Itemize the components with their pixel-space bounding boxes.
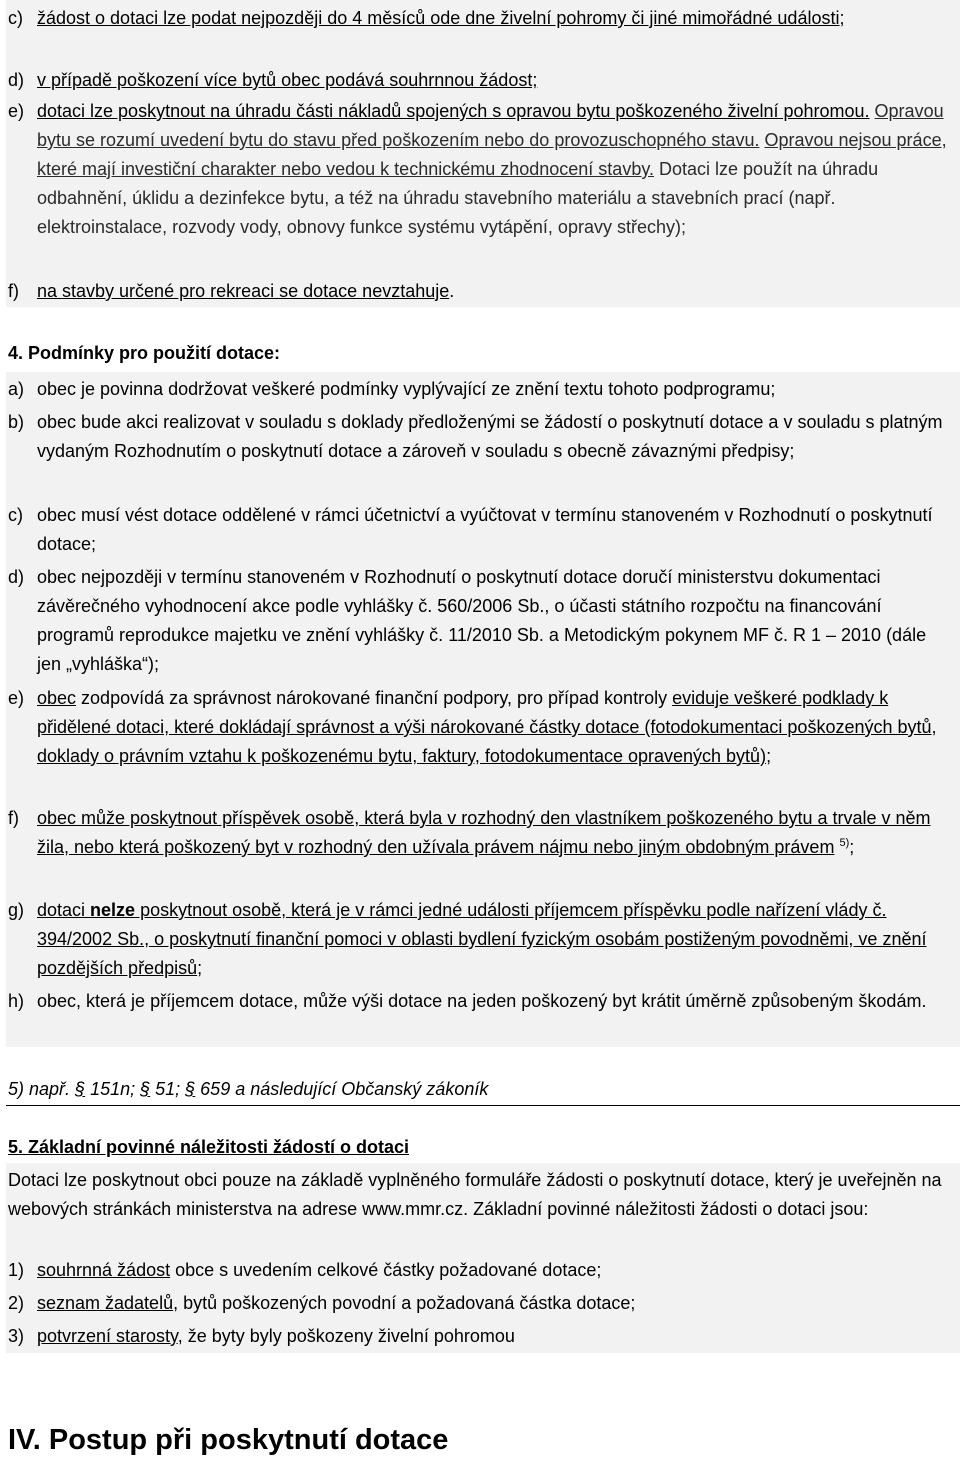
item-label: d) <box>8 567 25 587</box>
footnote <box>8 1075 488 1104</box>
item-text-part: eviduje veškeré podklady k přidělené dotaci, které dokládají správnost a výši nárokované částky dotace (fotodokumentaci poškozených bytů, doklady o právním vztahu k poškozenému bytu, faktury, fotodokumentace opravených bytů) <box>37 688 937 766</box>
list-item-a <box>8 375 948 404</box>
item-label: a) <box>8 379 25 399</box>
footnote-divider <box>6 1105 960 1106</box>
list-item-f <box>8 277 948 306</box>
list-item-b <box>8 408 948 466</box>
item-label: 2) <box>8 1293 25 1313</box>
item-text: obce s uvedením celkové částky požadované dotace; <box>170 1260 602 1280</box>
footnote-ref: 5) <box>839 837 850 849</box>
item-label: e) <box>8 688 25 708</box>
item-end: ; <box>849 837 855 857</box>
footnote-text: 5) např. <box>8 1079 76 1099</box>
item-label: g) <box>8 900 25 920</box>
list-item-h <box>8 987 948 1016</box>
item-text: obec bude akci realizovat v souladu s doklady předloženými se žádostí o poskytnutí dotace a v souladu s platným vydaným Rozhodnutím o poskytnutí dotace a zároveň v souladu s obecně závaznými předpisy; <box>37 412 943 461</box>
list-item-e <box>8 97 948 242</box>
list-item-g <box>8 896 948 983</box>
item-text: v případě poškození více bytů obec podává souhrnnou žádost; <box>37 70 538 90</box>
item-label: 1) <box>8 1260 25 1280</box>
item-key: souhrnná žádost <box>37 1260 171 1280</box>
item-text: žádost o dotaci lze podat nejpozději do 4 měsíců ode dne živelní pohromy či jiné mimořádné události; <box>37 8 845 28</box>
section-symbol: § <box>185 1079 196 1099</box>
item-text-part: ; <box>766 746 772 766</box>
item-text-part: zodpovídá za správnost nárokované finanční podpory, pro případ kontroly <box>76 688 673 708</box>
list-item-f <box>8 804 948 862</box>
list-item-e <box>8 684 948 771</box>
section-5-title <box>8 1133 409 1162</box>
list-item-d <box>8 563 948 679</box>
item-text: obec musí vést dotace oddělené v rámci účetnictví a vyúčtovat v termínu stanoveném v Rozhodnutí o poskytnutí dotace; <box>37 505 933 554</box>
requirement-item-1 <box>8 1256 948 1285</box>
list-item-d <box>8 66 948 95</box>
requirement-item-2 <box>8 1289 948 1318</box>
item-label: b) <box>8 412 25 432</box>
footnote-text: 51; <box>150 1079 186 1099</box>
item-label: h) <box>8 991 25 1011</box>
item-text: obec je povinna dodržovat veškeré podmínky vyplývající ze znění textu tohoto podprogramu; <box>37 379 776 399</box>
item-label: e) <box>8 101 25 121</box>
section-5-title-text: 5. Základní povinné náležitosti žádostí o dotaci <box>8 1137 410 1157</box>
item-text: , bytů poškozených povodní a požadovaná částka dotace; <box>173 1293 636 1313</box>
section-5-intro: Dotaci lze poskytnout obci pouze na základě vyplněného formuláře žádosti o poskytnutí dotace, který je uveřejněn na webových stránkách ministerstva na adrese www.mmr.cz. Základní povinné náležitosti žádosti o dotaci jsou: <box>8 1170 942 1219</box>
item-label: d) <box>8 70 25 90</box>
item-end: ; <box>197 958 203 978</box>
item-text-part: obec <box>37 688 77 708</box>
item-text-part: Dotaci lze použít na úhradu odbahnění, úklidu a dezinfekce bytu, a též na úhradu stavebního materiálu a stavebních prací (např. elektroinstalace, rozvody vody, obnovy funkce systému vytápění, opravy střechy); <box>37 159 879 237</box>
item-label: c) <box>8 8 23 28</box>
item-label: f) <box>8 808 19 828</box>
item-text-part: poskytnout osobě, která je v rámci jedné události příjemcem příspěvku podle nařízení vlády č. 394/2002 Sb., o poskytnutí finanční pomoci v oblasti bydlení fyzickým osobám postiženým povodněmi, ve znění pozdějších předpisů <box>37 900 927 978</box>
list-item-c <box>8 4 948 33</box>
section-4-title: 4. Podmínky pro použití dotace: <box>8 343 281 363</box>
footnote-text: 151n; <box>85 1079 141 1099</box>
item-text: , že byty byly poškozeny živelní pohromou <box>177 1326 515 1346</box>
requirement-item-3 <box>8 1322 948 1351</box>
item-text-part: Opravou nejsou práce, které mají investiční charakter nebo vedou k technickému zhodnocení stavby. <box>37 130 947 179</box>
item-label: 3) <box>8 1326 25 1346</box>
item-text-bold: nelze <box>90 900 136 920</box>
item-key: seznam žadatelů <box>37 1293 174 1313</box>
chapter-title: IV. Postup při poskytnutí dotace <box>8 1424 449 1456</box>
item-text-part: dotaci lze poskytnout na úhradu části nákladů spojených s opravou bytu poškozeného živelní pohromou. <box>37 101 870 121</box>
item-text: na stavby určené pro rekreaci se dotace nevztahuje <box>37 281 450 301</box>
item-text-part: dotaci <box>37 900 91 920</box>
item-text: obec může poskytnout příspěvek osobě, která byla v rozhodný den vlastníkem poškozeného bytu a trvale v něm žila, nebo která poškozený byt v rozhodný den užívala právem nájmu nebo jiným obdobným právem <box>37 808 931 857</box>
section-symbol: § <box>75 1079 86 1099</box>
item-text-part: Opravou bytu se rozumí uvedení bytu do stavu před poškozením nebo do provozuschopného stavu. <box>37 101 944 150</box>
item-key: potvrzení starosty <box>37 1326 178 1346</box>
item-text: obec nejpozději v termínu stanoveném v Rozhodnutí o poskytnutí dotace doručí ministerstvu dokumentaci závěrečného vyhodnocení akce podle vyhlášky č. 560/2006 Sb., o účasti státního rozpočtu na financování programů reprodukce majetku ve znění vyhlášky č. 11/2010 Sb. a Metodickým pokynem MF č. R 1 – 2010 (dále jen „vyhláška“); <box>37 567 927 674</box>
item-label: c) <box>8 505 23 525</box>
item-text: obec, která je příjemcem dotace, může výši dotace na jeden poškozený byt krátit úměrně způsobeným škodám. <box>37 991 927 1011</box>
section-symbol: § <box>140 1079 151 1099</box>
list-item-c <box>8 501 948 559</box>
item-label: f) <box>8 281 19 301</box>
footnote-text: 659 a následující Občanský zákoník <box>195 1079 489 1099</box>
item-end: . <box>449 281 455 301</box>
